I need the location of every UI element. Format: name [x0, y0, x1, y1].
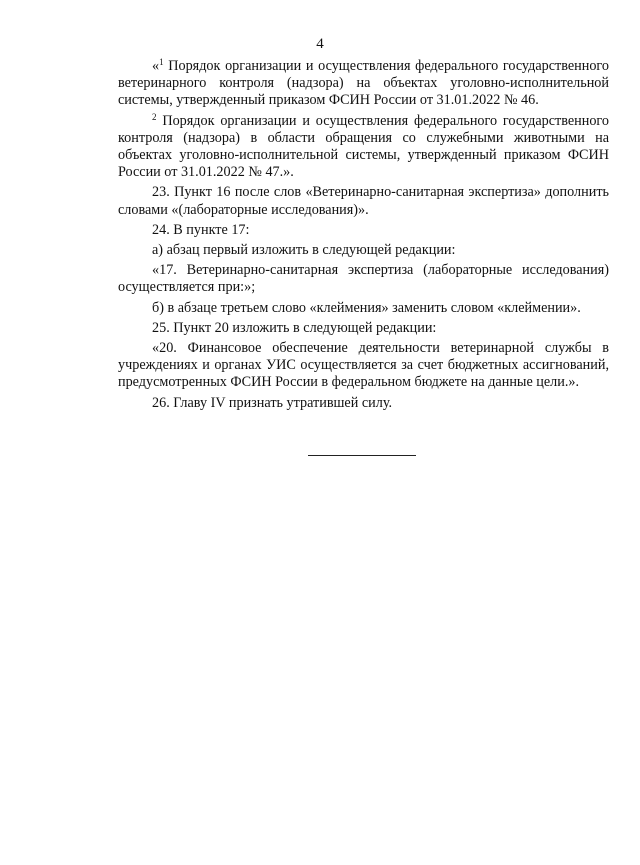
paragraph-24: 24. В пункте 17:: [152, 221, 250, 238]
paragraph-24-a: а) абзац первый изложить в следующей редакции:: [152, 242, 456, 259]
paragraph-24-a-quote: «17. Ветеринарно-санитарная экспертиза (лабораторные исследования) осуществляется при:»;: [118, 262, 609, 296]
footnote-2-mark: 2: [152, 111, 157, 122]
paragraph-26: 26. Главу IV признать утратившей силу.: [152, 394, 393, 411]
document-body: [118, 58, 609, 415]
page-number: 4: [316, 36, 324, 52]
paragraph-25-quote: «20. Финансовое обеспечение деятельности ветеринарной службы в учреждениях и органах УИС осуществляется за счет бюджетных ассигнований, предусмотренных ФСИН России в федеральном бюджете на данные цели.».: [118, 340, 609, 391]
end-separator-line: [308, 455, 416, 456]
paragraph-24-b: б) в абзаце третьем слово «клеймения» заменить словом «клеймении».: [152, 299, 581, 316]
footnote-2-text: Порядок организации и осуществления федерального государственного контроля (надзора) в области обращения со служебными животными на объектах уголовно-исполнительной системы, утвержденный приказом ФСИН России от 31.01.2022 № 47.».: [118, 112, 609, 181]
footnote-1-mark: 1: [159, 57, 164, 67]
footnote-2: [118, 113, 609, 182]
paragraph-25: 25. Пункт 20 изложить в следующей редакции:: [152, 319, 437, 336]
footnote-1-text: Порядок организации и осуществления федерального государственного ветеринарного контроля (надзора) на объектах уголовно-исполнительной системы, утвержденный приказом ФСИН России от 31.01.2022 № 46.: [118, 58, 609, 109]
footnote-1-open-quote: «: [152, 58, 160, 74]
paragraph-23: 23. Пункт 16 после слов «Ветеринарно-санитарная экспертиза» дополнить словами «(лабораторные исследования)».: [118, 184, 609, 218]
footnote-1: [118, 58, 609, 110]
